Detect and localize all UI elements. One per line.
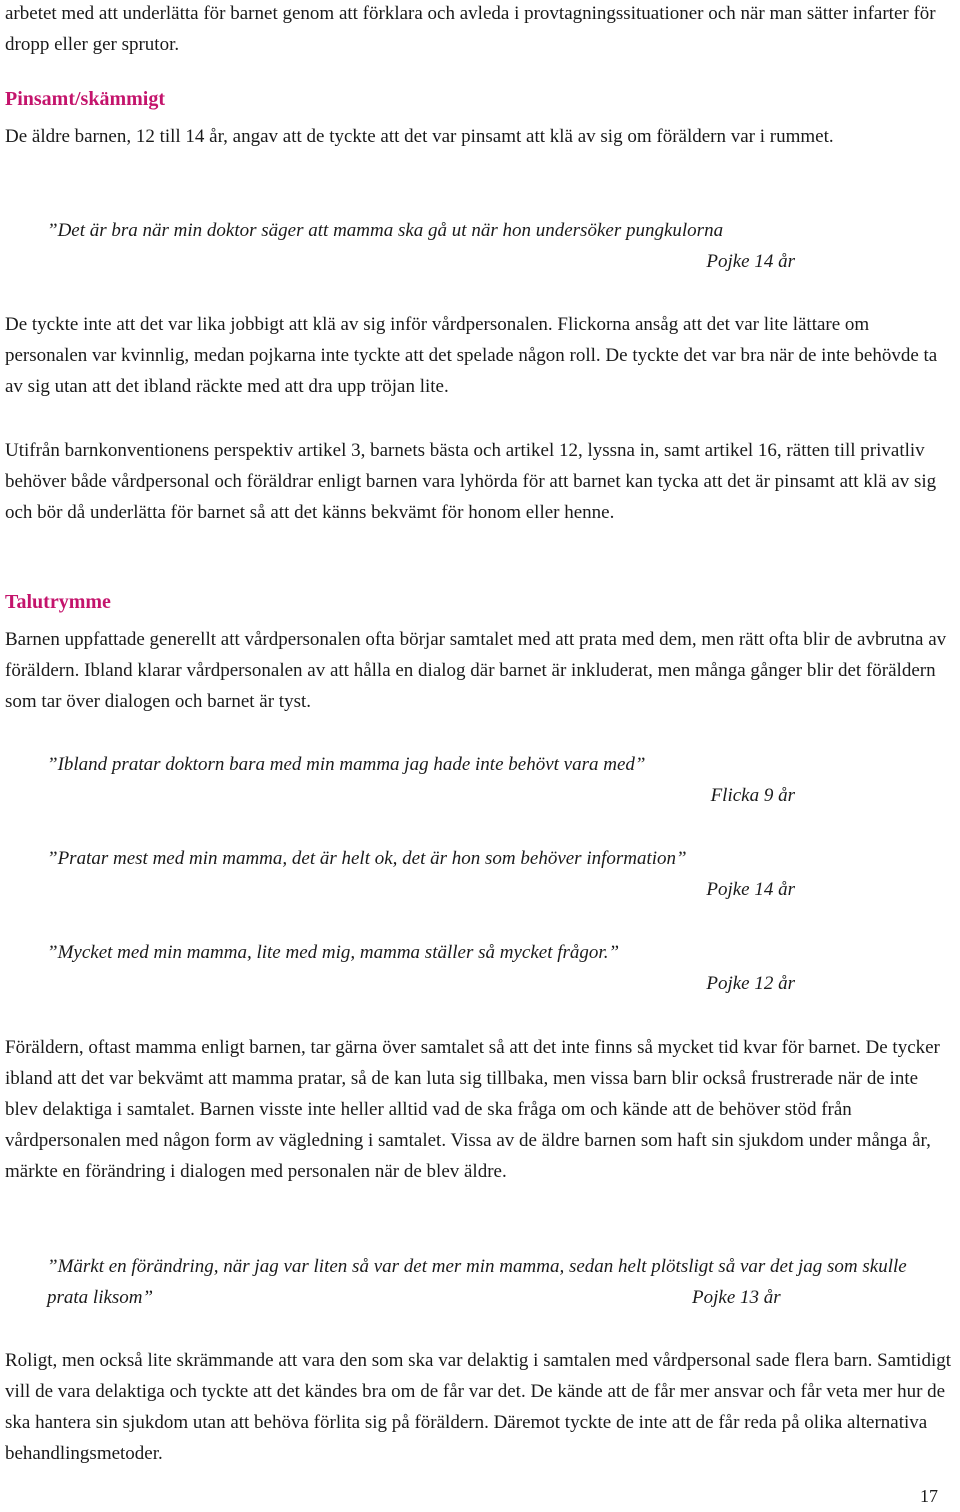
paragraph-undress-staff: De tyckte inte att det var lika jobbigt att klä av sig inför vårdpersonalen. Flickorna ansåg att det var lite lättare om personalen var kvinnlig, medan pojkarna inte tyckte att det spelade någon roll. De tyckte det var bra när de inte behövde ta av sig utan att det ibland räckte med att dra upp tröjan lite.	[5, 314, 938, 397]
paragraph-intro-continuation: arbetet med att underlätta för barnet genom att förklara och avleda i provtagningssituationer och när man sätter infarter för dropp eller ger sprutor.	[5, 3, 936, 55]
quote-text: ”Ibland pratar doktorn bara med min mamma jag hade inte behövt vara med”	[47, 754, 646, 775]
quote-block-2	[47, 749, 807, 811]
quote-block-4	[47, 937, 807, 999]
quote-attribution: Pojke 13 år	[692, 1287, 781, 1308]
quote-text: ”Det är bra när min doktor säger att mamma ska gå ut när hon undersöker pungkulorna	[47, 220, 724, 241]
quote-attribution: Pojke 12 år	[706, 973, 795, 994]
paragraph-parent-takes-over: Föräldern, oftast mamma enligt barnen, tar gärna över samtalet så att det inte finns så mycket tid kvar för barnet. De tycker ibland att det var bekvämt att mamma pratar, så de kan luta sig tillbaka, men vissa barn blir också frustrerade när de inte blev delaktiga i samtalet. Barnen visste inte heller alltid vad de ska fråga om och kände att de behöver stöd från vårdpersonalen med någon form av vägledning i samtalet. Vissa av de äldre barnen som haft sin sjukdom under många år, märkte en förändring i dialogen med personalen när de blev äldre.	[5, 1037, 940, 1182]
heading-talutrymme: Talutrymme	[5, 591, 111, 613]
quote-block-5	[47, 1251, 947, 1313]
paragraph-talutrymme: Barnen uppfattade generellt att vårdpersonalen ofta börjar samtalet med att prata med dem, men rätt ofta blir de avbrutna av föräldern. Ibland klarar vårdpersonalen av att hålla en dialog där barnet är inkluderat, men många gånger blir det föräldern som tar över dialogen och barnet är tyst.	[5, 629, 947, 712]
paragraph-older-children: De äldre barnen, 12 till 14 år, angav att de tyckte att det var pinsamt att klä av sig om föräldern var i rummet.	[5, 126, 834, 147]
quote-attribution: Pojke 14 år	[706, 251, 795, 272]
paragraph-participation: Roligt, men också lite skrämmande att vara den som ska var delaktig i samtalen med vårdpersonal sade flera barn. Samtidigt vill de vara delaktiga och tyckte att det kändes bra om de får var det. De kände att de får mer ansvar och får veta mer hur de ska hantera sin sjukdom utan att behöva förlita sig på föräldern. Däremot tyckte de inte att de får reda på olika alternativa behandlingsmetoder.	[5, 1350, 952, 1464]
quote-text: ”Mycket med min mamma, lite med mig, mamma ställer så mycket frågor.”	[47, 942, 620, 963]
quote-text: ”Märkt en förändring, när jag var liten så var det mer min mamma, sedan helt plötsligt så var det jag som skulle prata liksom”	[47, 1256, 907, 1308]
quote-block-3	[47, 843, 807, 905]
quote-attribution: Flicka 9 år	[710, 785, 795, 806]
heading-pinsamt: Pinsamt/skämmigt	[5, 88, 165, 110]
quote-attribution: Pojke 14 år	[706, 879, 795, 900]
page-number: 17	[920, 1486, 938, 1506]
quote-block-1	[47, 215, 807, 277]
quote-text: ”Pratar mest med min mamma, det är helt ok, det är hon som behöver information”	[47, 848, 687, 869]
paragraph-child-convention: Utifrån barnkonventionens perspektiv artikel 3, barnets bästa och artikel 12, lyssna in, samt artikel 16, rätten till privatliv behöver både vårdpersonal och föräldrar enligt barnen vara lyhörda för att barnet kan tycka att det är pinsamt att klä av sig och bör då underlätta för barnet så att det känns bekvämt för honom eller henne.	[5, 440, 937, 523]
